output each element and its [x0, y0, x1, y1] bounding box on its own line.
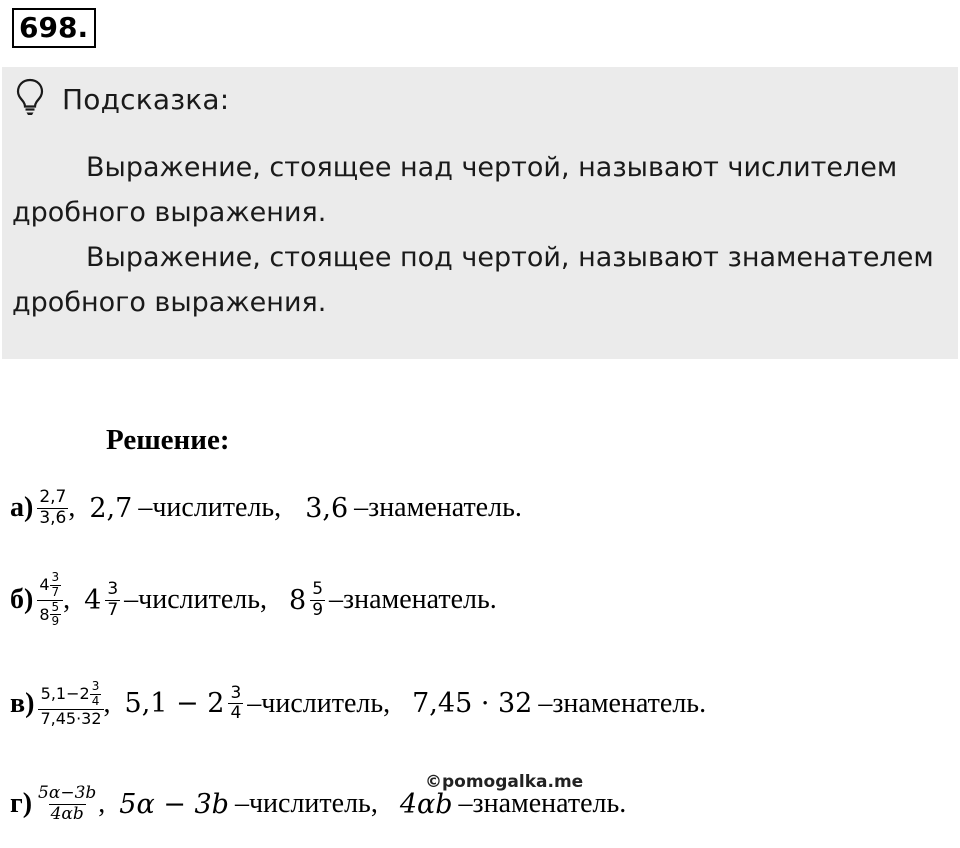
- fraction-denominator: 4: [230, 703, 242, 724]
- denominator-expression: 7,45 · 32: [412, 688, 533, 720]
- mixed-fraction: [228, 684, 243, 724]
- fraction-denominator: 7: [51, 584, 60, 599]
- separator-comma: ,: [98, 788, 106, 820]
- mixed-fraction: [105, 580, 120, 620]
- numerator-caption: –числитель,: [138, 492, 282, 524]
- lightbulb-icon: [16, 78, 44, 120]
- denominator-caption: –знаменатель.: [329, 584, 497, 616]
- hint-header: [16, 79, 229, 119]
- hint-text: [12, 145, 948, 325]
- denominator-caption: –знаменатель.: [354, 492, 522, 524]
- separator-comma: ,: [68, 492, 76, 524]
- denominator-caption: –знаменатель.: [458, 788, 627, 820]
- item-label: б): [10, 584, 34, 616]
- separator-comma: ,: [63, 584, 71, 616]
- numerator-expression: 5α − 3b: [119, 788, 229, 820]
- item-label: г): [10, 788, 33, 820]
- solution-title: Решение:: [106, 424, 230, 456]
- fraction-numerator: 3: [230, 682, 242, 703]
- denominator-expression: [289, 580, 325, 620]
- fraction-numerator: 5: [51, 599, 60, 614]
- fraction: [37, 571, 63, 629]
- fraction-denominator: [37, 600, 63, 630]
- hint-paragraph: Выражение, стоящее под чертой, называют знаменателем дробного выражения.: [12, 242, 934, 318]
- numerator-expression: [84, 580, 120, 620]
- fraction-numerator: 3: [107, 579, 119, 600]
- fraction-denominator: 9: [51, 614, 60, 629]
- fraction-denominator: 3,6: [39, 507, 67, 528]
- solution-line-a: [10, 488, 522, 528]
- mixed-whole: 8: [39, 604, 50, 624]
- fraction-denominator: 4αb: [50, 803, 84, 824]
- numerator-caption: –числитель,: [247, 687, 391, 719]
- mixed-fraction: [50, 601, 62, 630]
- separator-comma: ,: [103, 687, 111, 719]
- solution-line-c: [10, 680, 706, 728]
- fraction-numerator: 5: [312, 579, 324, 600]
- fraction-numerator: 5α−3b: [38, 783, 97, 803]
- fraction: [38, 680, 103, 728]
- fraction: [36, 784, 98, 824]
- fraction: [37, 488, 68, 528]
- mixed-fraction: [50, 571, 62, 600]
- denominator-expression: 3,6: [305, 492, 349, 524]
- mixed-whole: 8: [289, 584, 307, 616]
- numerator-expression: [125, 684, 244, 724]
- solution-line-d: [10, 784, 626, 824]
- mixed-whole: 4: [39, 575, 50, 595]
- fraction-denominator: 9: [312, 599, 324, 620]
- denominator-expression: 4αb: [399, 788, 453, 820]
- numerator-prefix: 5,1−2: [40, 684, 90, 704]
- fraction-numerator: [37, 571, 63, 600]
- numerator-caption: –числитель,: [234, 788, 378, 820]
- hint-panel: [2, 67, 958, 359]
- fraction-numerator: 3: [91, 679, 100, 693]
- mixed-fraction: [310, 580, 325, 620]
- fraction-numerator: [39, 680, 104, 709]
- fraction-denominator: 7: [107, 599, 119, 620]
- fraction-denominator: 4: [91, 693, 100, 708]
- hint-title: Подсказка:: [62, 82, 230, 116]
- solution-line-b: [10, 571, 497, 629]
- numerator-prefix: 5,1 − 2: [124, 688, 225, 720]
- denominator-caption: –знаменатель.: [538, 687, 707, 719]
- watermark: ©pomogalka.me: [425, 772, 584, 792]
- hint-paragraph: Выражение, стоящее над чертой, называют числителем дробного выражения.: [12, 152, 898, 228]
- fraction-numerator: 3: [51, 570, 60, 584]
- fraction-numerator: 2,7: [39, 487, 67, 507]
- numerator-caption: –числитель,: [124, 584, 268, 616]
- mixed-fraction: [90, 680, 102, 709]
- task-number: 698.: [12, 8, 96, 48]
- numerator-expression: 2,7: [89, 492, 133, 524]
- item-label: а): [10, 492, 34, 524]
- fraction-denominator: 7,45·32: [40, 708, 102, 728]
- item-label: в): [10, 687, 35, 719]
- mixed-whole: 4: [84, 584, 102, 616]
